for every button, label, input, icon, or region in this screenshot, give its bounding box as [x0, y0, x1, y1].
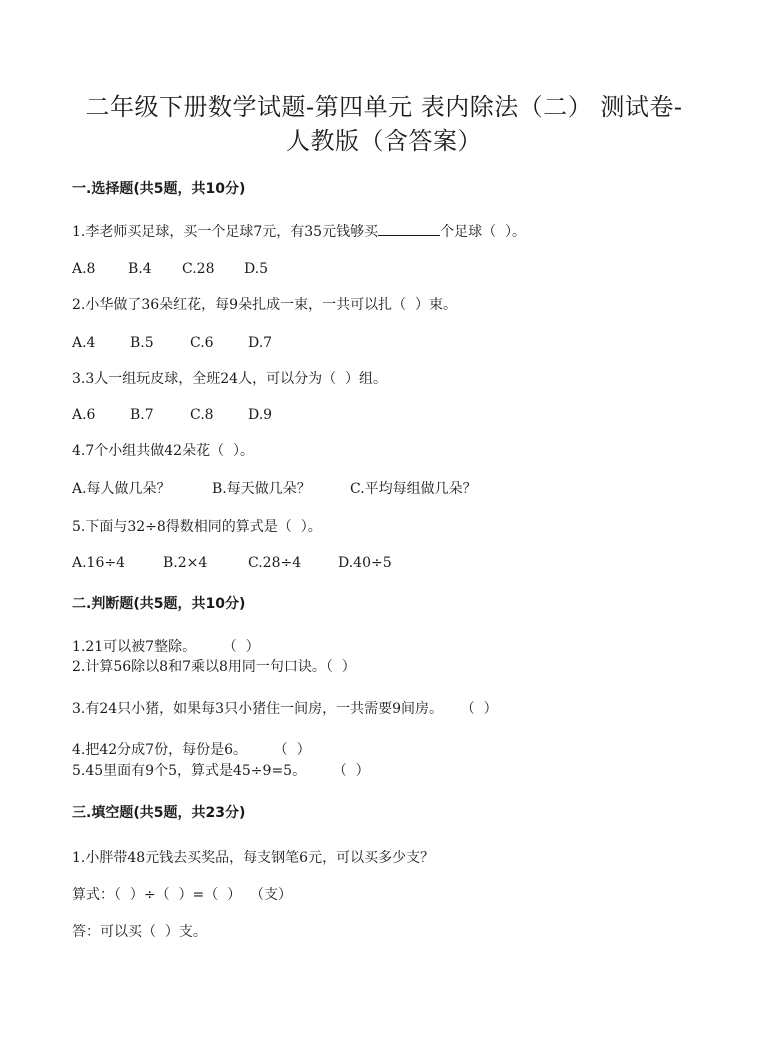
section-heading-fill-in: 三.填空题(共5题，共23分)	[72, 805, 246, 821]
answer-blank	[378, 221, 440, 236]
question-2-3: 3.有24只小猪，如果每3只小猪住一间房，一共需要9间房。 （ ）	[72, 701, 498, 717]
question-3-1: 1.小胖带48元钱去买奖品，每支钢笔6元，可以买多少支？	[72, 850, 435, 866]
option-c: C.28÷4	[248, 555, 302, 571]
answer-line: 答：可以买（ ）支。	[72, 924, 207, 940]
option-d: D.7	[248, 335, 273, 351]
question-text: 1.李老师买足球，买一个足球7元，有35元钱够买	[72, 224, 379, 240]
section-heading-choice: 一.选择题(共5题，共10分)	[72, 181, 246, 197]
option-a: A.8	[72, 261, 96, 277]
option-a: A.4	[72, 335, 96, 351]
option-b: B.5	[130, 335, 154, 351]
question-2-5: 5.45里面有9个5，算式是45÷9=5。 （ ）	[72, 763, 370, 779]
option-b: B.7	[130, 407, 154, 423]
option-b: B.4	[128, 261, 152, 277]
question-1-3: 3.3人一组玩皮球，全班24人，可以分为（ ）组。	[72, 371, 387, 387]
option-d: D.5	[244, 261, 269, 277]
option-a: A.6	[72, 407, 96, 423]
option-d: D.9	[248, 407, 273, 423]
option-b: B.2×4	[163, 555, 208, 571]
formula-line: 算式：（ ）÷（ ）=（ ） （支）	[72, 887, 293, 903]
question-1-4: 4.7个小组共做42朵花（ ）。	[72, 443, 254, 459]
option-d: D.40÷5	[338, 555, 392, 571]
question-2-4: 4.把42分成7份，每份是6。 （ ）	[72, 742, 311, 758]
option-c: C.8	[190, 407, 214, 423]
question-2-2: 2.计算56除以8和7乘以8用同一句口诀。（ ）	[72, 659, 356, 675]
option-a: A.16÷4	[72, 555, 126, 571]
option-c: C.平均每组做几朵？	[350, 481, 477, 497]
document-title-line-2: 人教版（含答案）	[286, 127, 482, 155]
section-heading-true-false: 二.判断题(共5题，共10分)	[72, 596, 246, 612]
question-1-1	[72, 221, 526, 242]
question-2-1: 1.21可以被7整除。 （ ）	[72, 639, 260, 655]
option-a: A.每人做几朵？	[72, 481, 171, 497]
question-text-tail: 个足球（ ）。	[440, 224, 526, 240]
document-title-line-1: 二年级下册数学试题-第四单元 表内除法（二） 测试卷-	[85, 93, 683, 121]
question-1-5: 5.下面与32÷8得数相同的算式是（ ）。	[72, 519, 322, 535]
option-b: B.每天做几朵？	[212, 481, 311, 497]
option-c: C.6	[190, 335, 214, 351]
option-c: C.28	[182, 261, 215, 277]
question-1-2: 2.小华做了36朵红花，每9朵扎成一束，一共可以扎（ ）束。	[72, 297, 457, 313]
